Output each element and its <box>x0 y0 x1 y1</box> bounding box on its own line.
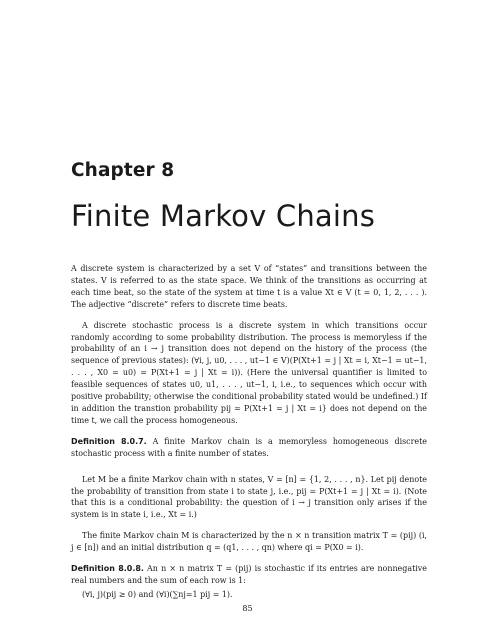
stochastic-matrix-formula: (∀i, j)(pij ≥ 0) and (∀i)(∑nj=1 pij = 1). <box>82 589 233 599</box>
definition-8-0-7 <box>71 436 427 460</box>
chapter-title: Finite Markov Chains <box>71 199 376 233</box>
page-number: 85 <box>242 604 253 613</box>
paragraph-discrete-system: A discrete system is characterized by a set V of “states” and transitions between the states. V is referred to as the state space. We think of the transitions as occurring at each time beat, so the state of the system at time t is a value Xt ∈ V (t = 0, 1, 2, . . . ). The adjective “discrete” refers to discrete time beats. <box>71 264 427 309</box>
body-text <box>71 263 427 601</box>
definition-label: Definition 8.0.7. <box>71 436 147 446</box>
paragraph-transition-matrix: The finite Markov chain M is characterized by the n × n transition matrix T = (pij) (i, j ∈ [n]) and an initial distribution q = (q1, . . . , qn) where qi = P(X0 = i). <box>71 531 427 553</box>
definition-text: A finite Markov chain is a memoryless homogeneous discrete stochastic process with a finite number of states. <box>71 436 428 458</box>
definition-text: An n × n matrix T = (pij) is stochastic if its entries are nonnegative real numbers and the sum of each row is 1: <box>71 564 427 585</box>
paragraph-markov-chain-states: Let M be a finite Markov chain with n states, V = [n] = {1, 2, . . . , n}. Let pij denote the probability of transition from state i to state j, i.e., pij = P(Xt+1 = j | Xt = i). (Note that this is a conditional probability: the question of i → j transition only arises if the system is in state i, i.e., Xt = i.) <box>71 474 427 520</box>
chapter-label: Chapter 8 <box>71 160 175 181</box>
definition-8-0-8 <box>71 563 427 587</box>
definition-label: Definition 8.0.8. <box>71 564 144 574</box>
paragraph-stochastic-process: A discrete stochastic process is a discrete system in which transitions occur randomly according to some probability distribution. The process is memoryless if the probability of an i → j transition does not depend on the history of the process (the sequence of previous states): (∀i, j, u0, . . . , ut−1 ∈ V)(P(Xt+1 = j | Xt = i, Xt−1 = ut−1, . . . , X0 = u0) = P(Xt+1 = j | Xt = i)). (Here the universal quantifier is limited to feasible sequences of states u0, u1, . . . , ut−1, i, i.e., to sequences which occur with positive probability; otherwise the conditional probability stated would be undefined.) If in addition the transtion probability pij = P(Xt+1 = j | Xt = i} does not depend on the time t, we call the process homogeneous. <box>71 320 427 425</box>
